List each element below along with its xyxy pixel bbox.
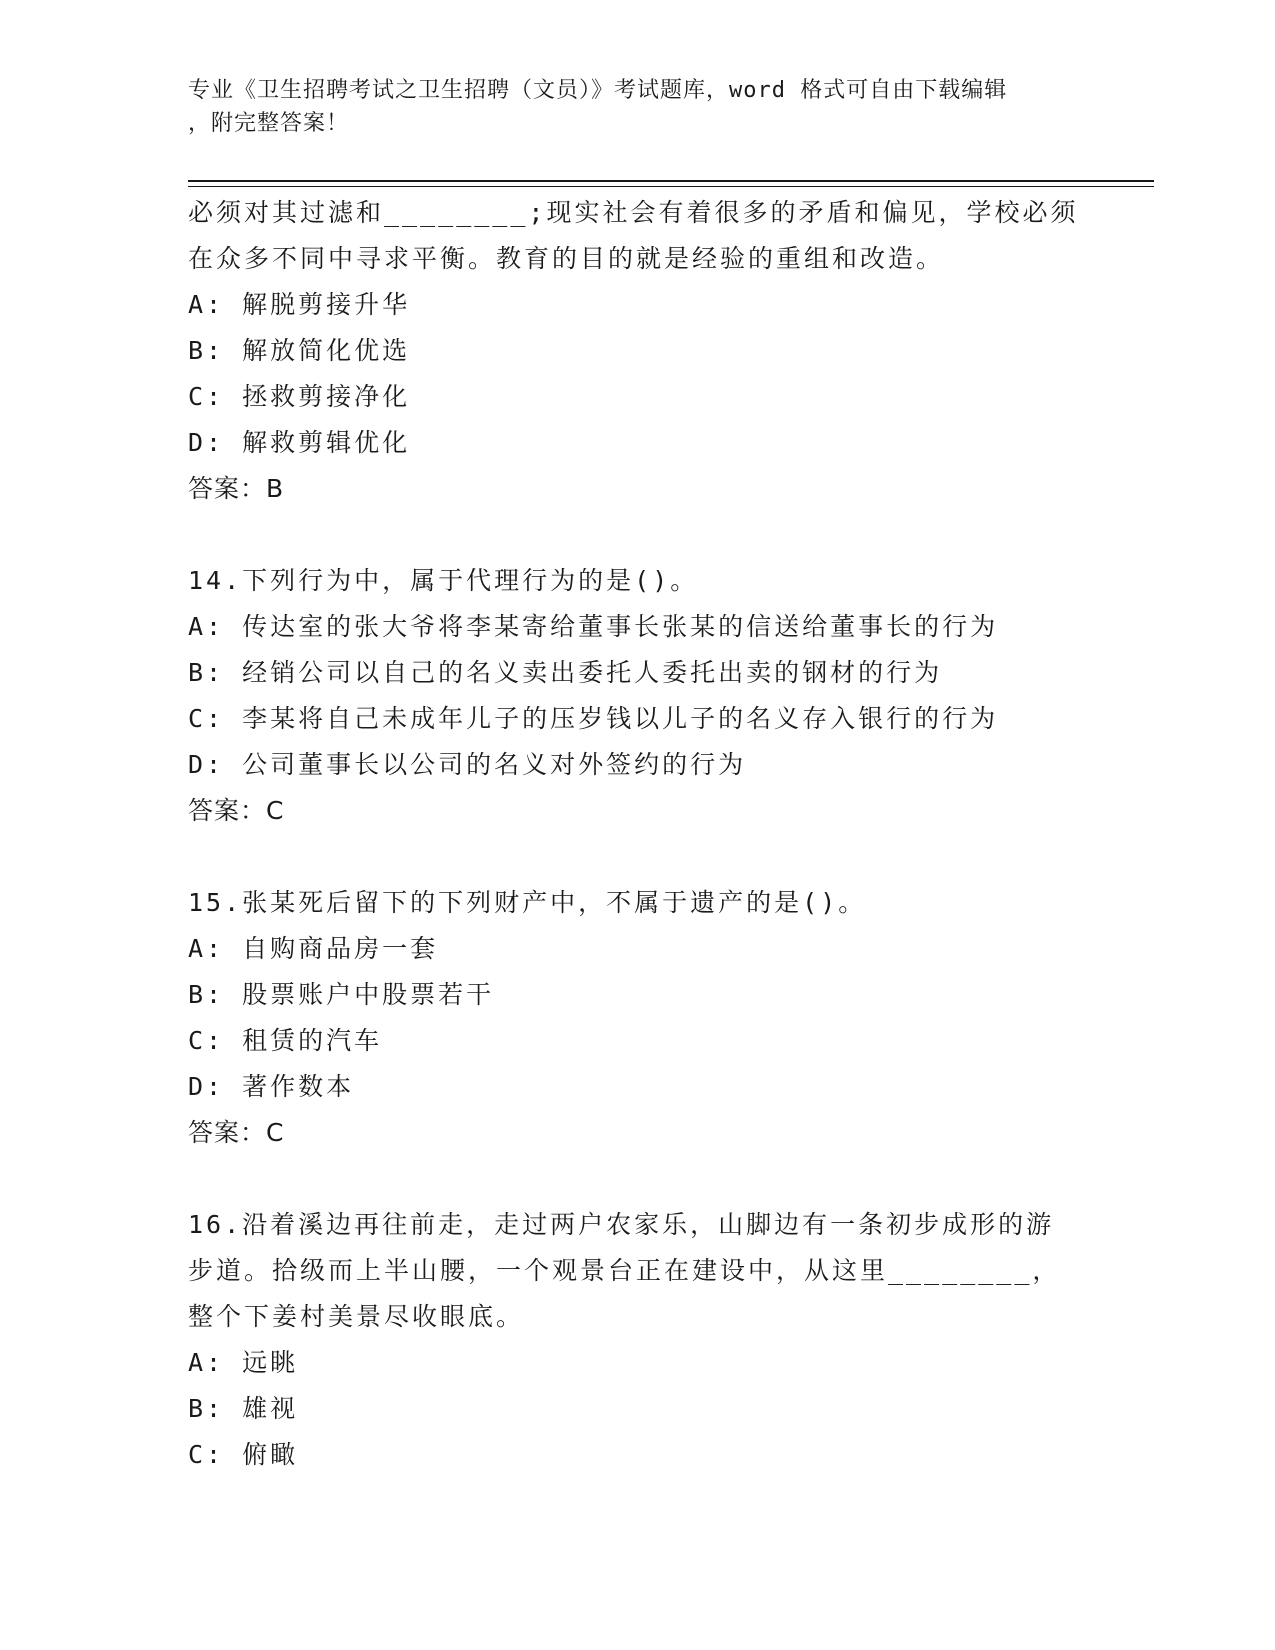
option-d: D: 著作数本 — [188, 1072, 355, 1101]
option-b: B: 经销公司以自己的名义卖出委托人委托出卖的钢材的行为 — [188, 658, 943, 687]
question-stem-line: 14.下列行为中，属于代理行为的是()。 — [188, 566, 699, 595]
answer-label: 答案：C — [188, 1118, 285, 1147]
option-a: A: 解脱剪接升华 — [188, 290, 411, 319]
option-d: D: 解救剪辑优化 — [188, 428, 411, 457]
question-stem-line: 整个下姜村美景尽收眼底。 — [188, 1302, 525, 1331]
answer-label: 答案：B — [188, 474, 285, 503]
question-14 — [188, 558, 1088, 834]
spacer — [188, 1156, 1088, 1202]
question-content — [188, 190, 1088, 1478]
question-stem-line: 在众多不同中寻求平衡。教育的目的就是经验的重组和改造。 — [188, 244, 945, 273]
question-stem-line: 16.沿着溪边再往前走，走过两户农家乐，山脚边有一条初步成形的游 — [188, 1210, 1055, 1239]
question-stem-line: 15.张某死后留下的下列财产中，不属于遗产的是()。 — [188, 888, 867, 917]
document-header — [188, 74, 1088, 140]
option-b: B: 解放简化优选 — [188, 336, 411, 365]
question-13 — [188, 190, 1088, 512]
option-c: C: 拯救剪接净化 — [188, 382, 411, 411]
header-rule-thick — [188, 180, 1154, 182]
question-stem-line: 必须对其过滤和________;现实社会有着很多的矛盾和偏见，学校必须 — [188, 198, 1079, 227]
question-stem-line: 步道。拾级而上半山腰，一个观景台正在建设中，从这里________， — [188, 1256, 1061, 1285]
header-line-1: 专业《卫生招聘考试之卫生招聘（文员）》考试题库，word 格式可自由下载编辑 — [188, 78, 1008, 103]
option-d: D: 公司董事长以公司的名义对外签约的行为 — [188, 750, 747, 779]
option-c: C: 李某将自己未成年儿子的压岁钱以儿子的名义存入银行的行为 — [188, 704, 999, 733]
spacer — [188, 512, 1088, 558]
question-16 — [188, 1202, 1088, 1478]
header-line-2: ，附完整答案！ — [188, 111, 350, 136]
answer-label: 答案：C — [188, 796, 285, 825]
option-c: C: 俯瞰 — [188, 1440, 299, 1469]
option-a: A: 远眺 — [188, 1348, 299, 1377]
question-15 — [188, 880, 1088, 1156]
header-rule-thin — [188, 186, 1154, 187]
spacer — [188, 834, 1088, 880]
option-a: A: 传达室的张大爷将李某寄给董事长张某的信送给董事长的行为 — [188, 612, 999, 641]
option-b: B: 雄视 — [188, 1394, 299, 1423]
option-a: A: 自购商品房一套 — [188, 934, 439, 963]
option-b: B: 股票账户中股票若干 — [188, 980, 495, 1009]
option-c: C: 租赁的汽车 — [188, 1026, 383, 1055]
